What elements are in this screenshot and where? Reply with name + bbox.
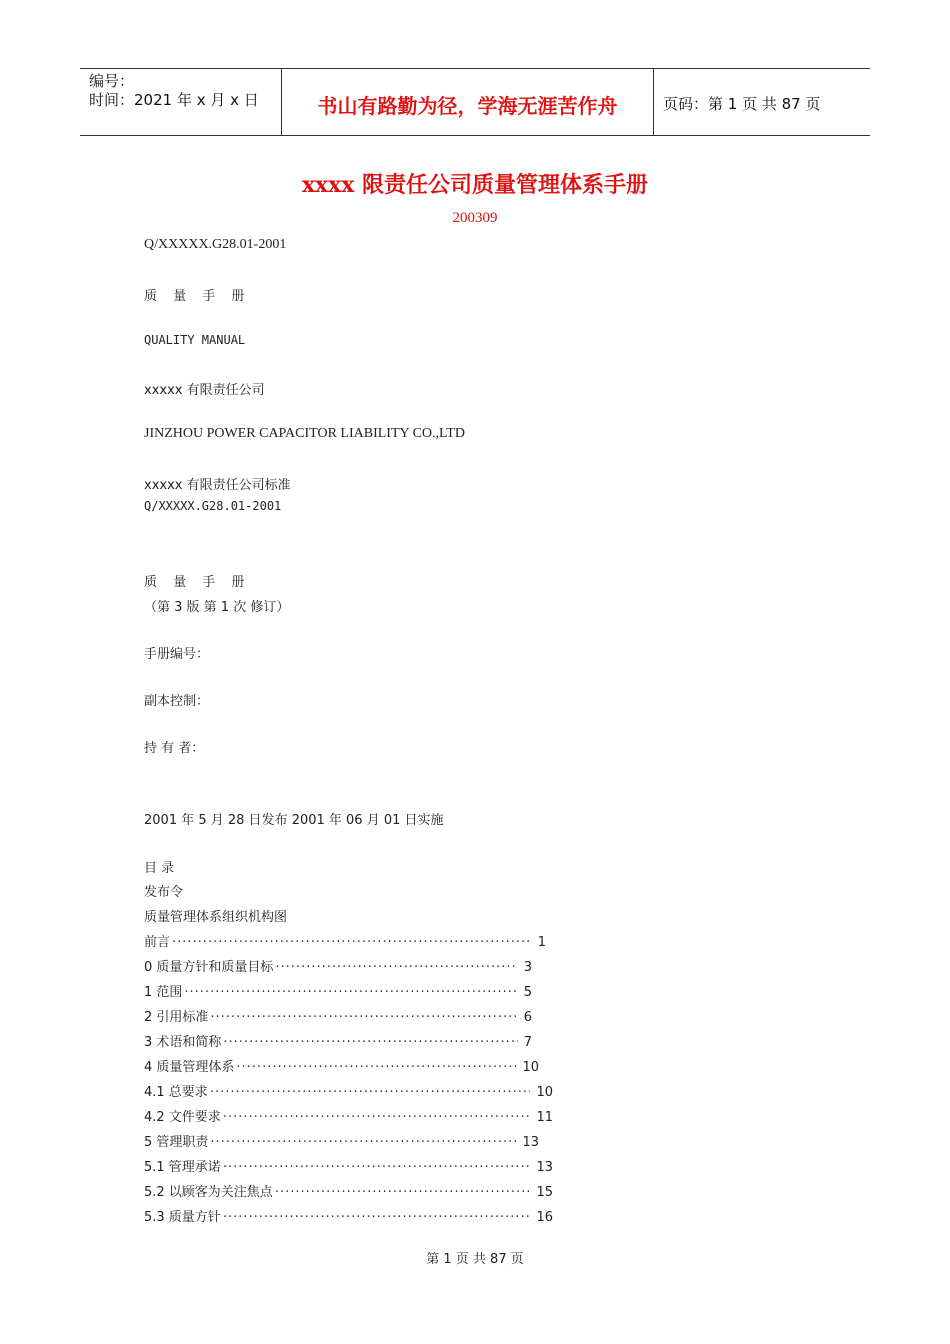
copy-control-field: 副本控制： xyxy=(144,694,210,709)
toc-label: 4.2 文件要求 xyxy=(144,1110,221,1125)
toc-row[interactable] xyxy=(144,1031,532,1049)
issue-dates: 2001 年 5 月 28 日发布 2001 年 06 月 01 日实施 xyxy=(144,813,444,828)
toc-row[interactable] xyxy=(144,1156,553,1174)
edition-note: （第 3 版 第 1 次 修订） xyxy=(144,600,290,615)
toc-page-number: 3 xyxy=(523,960,532,975)
toc-row[interactable] xyxy=(144,956,532,974)
toc-entry-org-chart: 质量管理体系组织机构图 xyxy=(144,910,288,925)
toc-label: 3 术语和简称 xyxy=(144,1035,222,1050)
toc-leader-dots xyxy=(172,935,532,950)
number-label: 编号： xyxy=(89,72,135,90)
toc-label: 4.1 总要求 xyxy=(144,1085,208,1100)
quality-manual-cn: 质 量 手 册 xyxy=(144,289,251,304)
toc-page-number: 10 xyxy=(522,1060,539,1075)
toc-page-number: 13 xyxy=(536,1160,553,1175)
footer-page-count: 第 1 页 共 87 页 xyxy=(426,1252,524,1267)
toc-label: 前言 xyxy=(144,935,171,950)
toc-label: 5.3 质量方针 xyxy=(144,1210,221,1225)
toc-leader-dots xyxy=(210,1010,517,1025)
standard-code: Q/XXXXX.G28.01-2001 xyxy=(144,237,287,252)
toc-leader-dots xyxy=(275,1185,531,1200)
toc-label: 5.2 以顾客为关注焦点 xyxy=(144,1185,273,1200)
toc-label: 5 管理职责 xyxy=(144,1135,209,1150)
quality-manual-en: QUALITY MANUAL xyxy=(144,333,246,347)
toc-label: 5.1 管理承诺 xyxy=(144,1160,221,1175)
toc-label: 4 质量管理体系 xyxy=(144,1060,235,1075)
toc-page-number: 7 xyxy=(523,1035,532,1050)
toc-leader-dots xyxy=(210,1085,531,1100)
toc-page-number: 1 xyxy=(537,935,546,950)
manual-number-field: 手册编号： xyxy=(144,647,210,662)
toc-label: 1 范围 xyxy=(144,985,183,1000)
toc-leader-dots xyxy=(236,1060,516,1075)
toc-page-number: 10 xyxy=(536,1085,553,1100)
company-name-cn: xxxxx 有限责任公司 xyxy=(144,383,265,398)
document-subtitle: 200309 xyxy=(452,210,498,226)
toc-page-number: 13 xyxy=(522,1135,539,1150)
toc-row[interactable] xyxy=(144,1056,539,1074)
toc-leader-dots xyxy=(223,1160,531,1175)
time-label: 时间：2021 年 x 月 x 日 xyxy=(89,91,259,109)
toc-entry-release-order: 发布令 xyxy=(144,885,184,900)
standard-code-2: Q/XXXXX.G28.01-2001 xyxy=(144,499,282,513)
toc-page-number: 16 xyxy=(536,1210,553,1225)
toc-row[interactable] xyxy=(144,1106,553,1124)
toc-label: 0 质量方针和质量目标 xyxy=(144,960,274,975)
toc-row[interactable] xyxy=(144,981,532,999)
toc-page-number: 6 xyxy=(523,1010,532,1025)
toc-leader-dots xyxy=(223,1035,517,1050)
toc-label: 2 引用标准 xyxy=(144,1010,209,1025)
document-title: xxxx 限责任公司质量管理体系手册 xyxy=(301,172,649,198)
toc-row[interactable] xyxy=(144,1006,532,1024)
holder-field: 持 有 者： xyxy=(144,741,205,756)
toc-leader-dots xyxy=(275,960,517,975)
header-motto: 书山有路勤为径，学海无涯苦作舟 xyxy=(281,69,654,135)
toc-page-number: 11 xyxy=(536,1110,553,1125)
page-header xyxy=(80,68,870,136)
toc-row[interactable] xyxy=(144,931,546,949)
header-meta xyxy=(80,69,281,135)
company-name-en: JINZHOU POWER CAPACITOR LIABILITY CO.,LTD xyxy=(144,426,465,441)
toc-row[interactable] xyxy=(144,1081,553,1099)
company-standard: xxxxx 有限责任公司标准 xyxy=(144,478,291,493)
toc-row[interactable] xyxy=(144,1181,553,1199)
toc-row[interactable] xyxy=(144,1206,553,1224)
toc-row[interactable] xyxy=(144,1131,539,1149)
quality-manual-cn-2: 质 量 手 册 xyxy=(144,575,251,590)
header-page-info: 页码：第 1 页 共 87 页 xyxy=(663,94,821,113)
toc-page-number: 5 xyxy=(523,985,532,1000)
toc-leader-dots xyxy=(210,1135,516,1150)
page-footer xyxy=(0,1248,950,1267)
toc-leader-dots xyxy=(223,1110,531,1125)
toc-title: 目 录 xyxy=(144,861,175,876)
toc-leader-dots xyxy=(184,985,517,1000)
toc-page-number: 15 xyxy=(536,1185,553,1200)
toc-leader-dots xyxy=(223,1210,531,1225)
